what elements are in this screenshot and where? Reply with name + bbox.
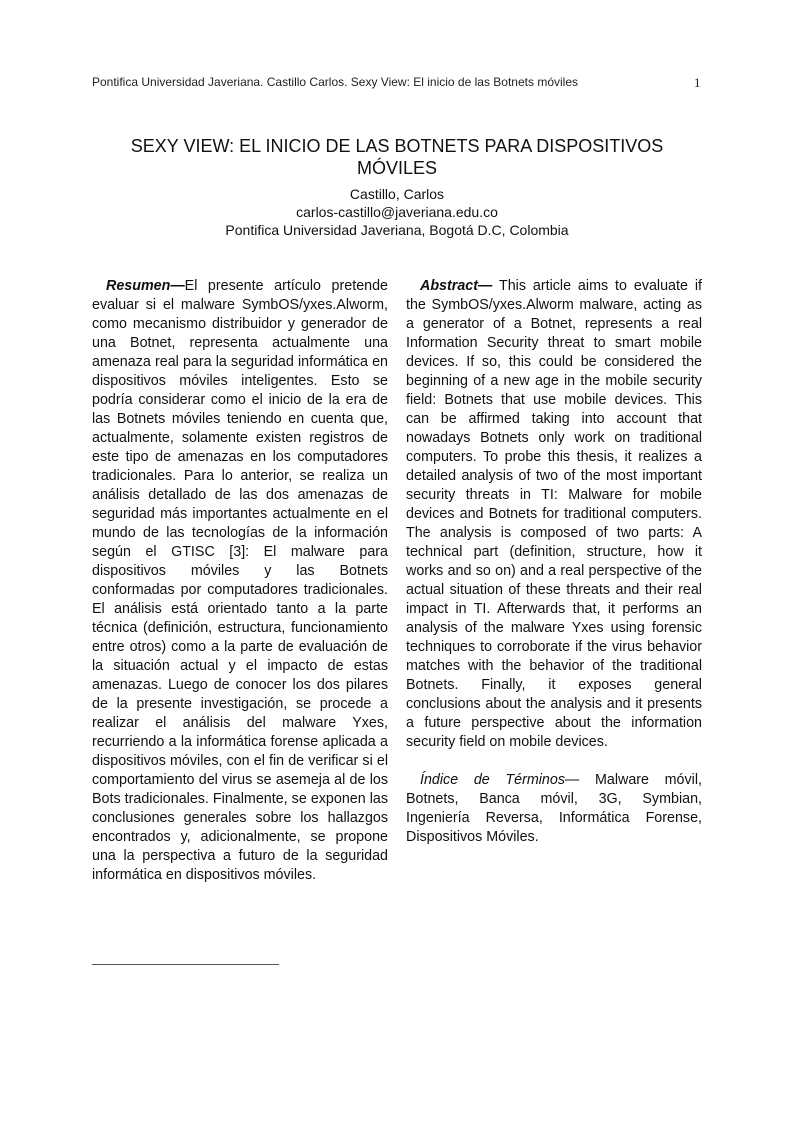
index-terms-paragraph (406, 771, 702, 847)
abstract-paragraph (406, 277, 702, 752)
index-terms-label: Índice de Términos (420, 772, 565, 788)
abstract-text: This article aims to evaluate if the SymbOS/yxes.Alworm malware, acting as a generator of a Botnet, represents a real Information Security threat to smart mobile devices. If so, this could be considered the beginning of a new age in the mobile security field: Botnets that use mobile devices. This can be affirmed taking into account that nowadays Botnets only work on traditional computers. To probe this thesis, it realizes a detailed analysis of two of the most important security threats in TI: Malware for mobile devices and Botnets for traditional computers. The analysis is composed of two parts: A technical part (definition, structure, how it works and so on) and a real perspective of the actual situation of these threats and their real impact in TI. Afterwards that, it performs an analysis of the malware Yxes using forensic techniques to corroborate if the virus behavior matches with the behavior of the traditional Botnets. Finally, it exposes general conclusions about the analysis and it presents a future perspective about the information security field on mobile devices. (406, 278, 702, 750)
index-terms-text: — Malware móvil, Botnets, Banca móvil, 3G, Symbian, Ingeniería Reversa, Informática Forense, Dispositivos Móviles. (406, 772, 702, 845)
author-email: carlos-castillo@javeriana.edu.co (296, 204, 498, 220)
footnote-rule (92, 964, 279, 965)
title-block (92, 135, 702, 239)
resumen-paragraph (92, 277, 388, 885)
right-column (406, 277, 702, 847)
author-name: Castillo, Carlos (349, 186, 445, 202)
paper-title: SEXY VIEW: EL INICIO DE LAS BOTNETS PARA DISPOSITIVOS MÓVILES (130, 136, 664, 178)
left-column (92, 277, 388, 885)
page-number: 1 (694, 75, 701, 90)
running-head: Pontifica Universidad Javeriana. Castillo Carlos. Sexy View: El inicio de las Botnets móviles (92, 75, 578, 89)
author-affiliation: Pontifica Universidad Javeriana, Bogotá D.C, Colombia (225, 222, 569, 238)
abstract-label: Abstract— (420, 278, 493, 294)
resumen-text: El presente artículo pretende evaluar si el malware SymbOS/yxes.Alworm, como mecanismo distribuidor y generador de una Botnet, representa actualmente una amenaza real para la seguridad informática en dispositivos móviles inteligentes. Esto se podría considerar como el inicio de la era de las Botnets móviles teniendo en cuenta que, actualmente, solamente existen registros de este tipo de amenazas en los computadores tradicionales. Para lo anterior, se realiza un análisis detallado de las dos amenazas de seguridad más importantes actualmente en el mundo de las tecnologías de la información según el GTISC [3]: El malware para dispositivos móviles y las Botnets conformadas por computadores tradicionales. El análisis está orientado tanto a la parte técnica (definición, estructura, funcionamiento entre otros) como a la parte de evaluación de la situación actual y el impacto de estas amenazas. Luego de conocer los dos pilares de la presente investigación, se procede a realizar el análisis del malware Yxes, recurriendo a la informática forense aplicada a dispositivos móviles, con el fin de verificar si el comportamiento del virus se asemeja al de los Bots tradicionales. Finalmente, se exponen las conclusiones generales sobre los hallazgos encontrados y, adicionalmente, se propone una la perspectiva a futuro de la seguridad informática en dispositivos móviles. (92, 278, 388, 883)
resumen-label: Resumen— (106, 278, 185, 294)
